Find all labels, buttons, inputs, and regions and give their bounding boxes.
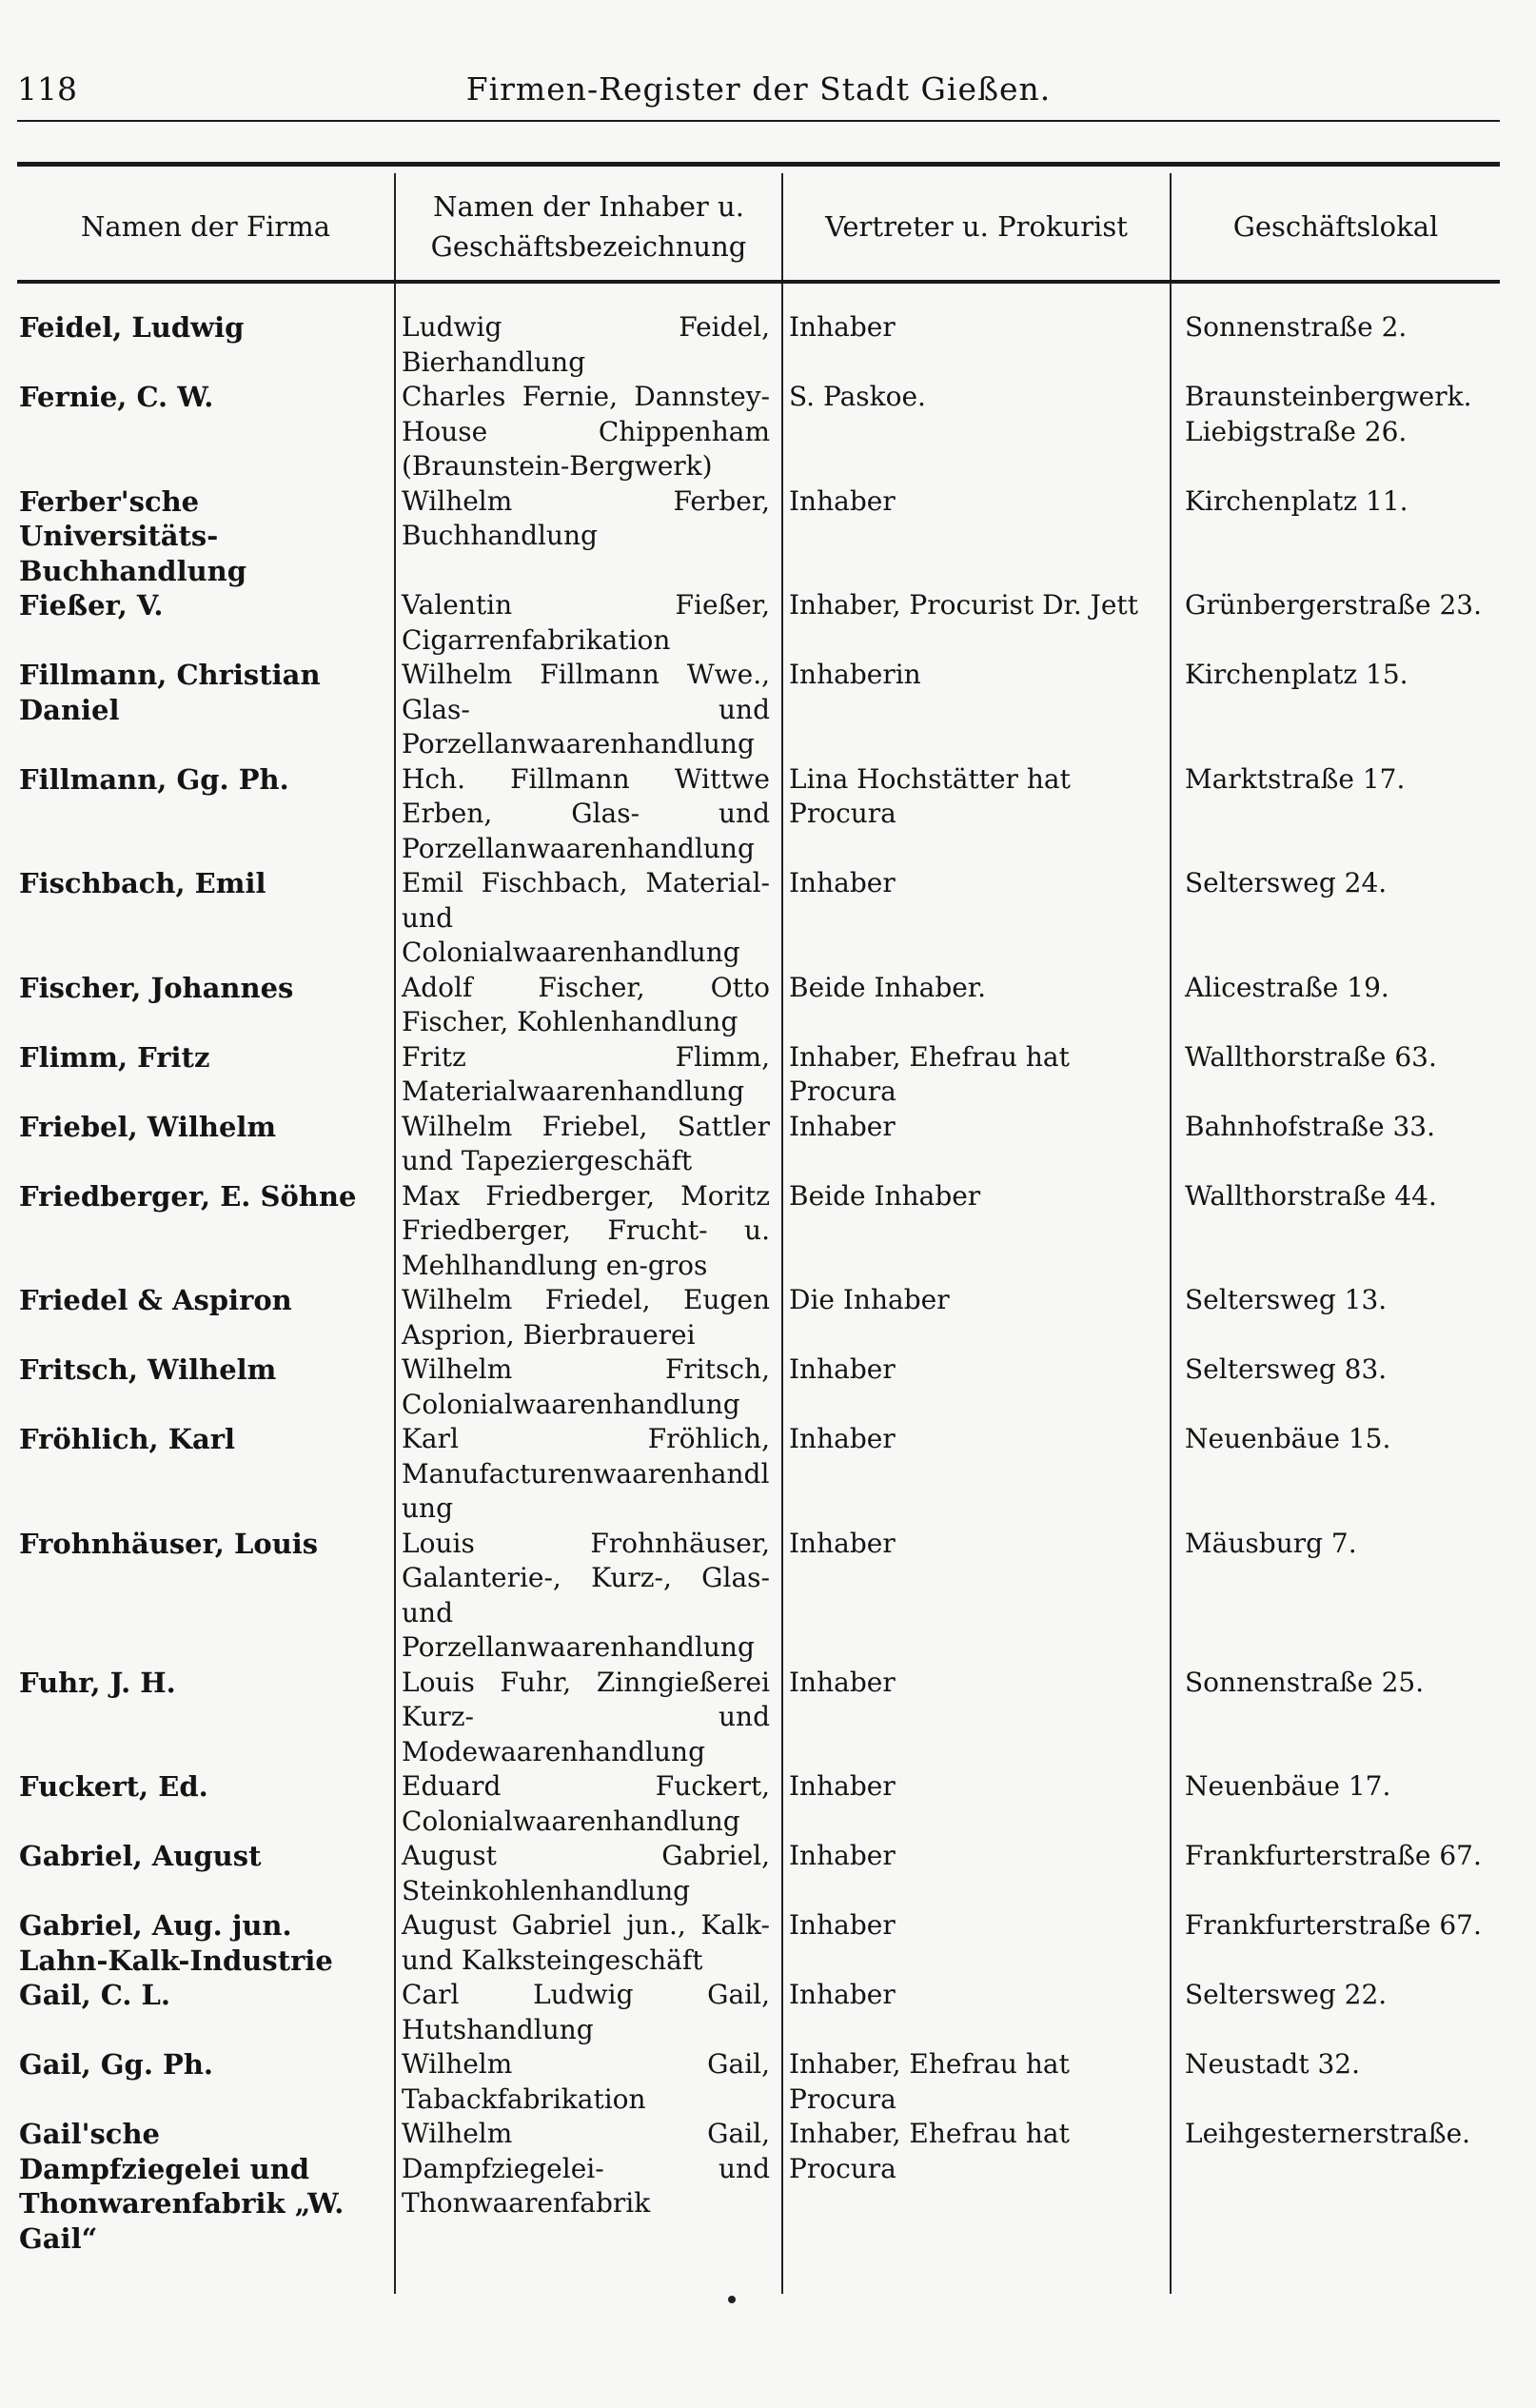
cell-owner: Charles Fernie, Dannstey-House Chippenham (Braunstein-Bergwerk) [395,380,782,484]
cell-firm-name: Fuhr, J. H. [19,1666,176,1699]
column-header-location: Geschäftslokal [1171,173,1500,282]
table-row [17,282,1500,380]
cell-firm-name: Fillmann, Christian Daniel [19,659,321,726]
cell-location: Grünbergerstraße 23. [1171,588,1500,658]
cell-owner: Wilhelm Fritsch, Colonialwaarenhandlung [395,1352,782,1422]
cell-owner: Wilhelm Fillmann Wwe., Glas- und Porzellanwaarenhandlung [395,658,782,762]
cell-owner: Fritz Flimm, Materialwaarenhandlung [395,1040,782,1110]
cell-representative: Inhaber [782,1110,1171,1179]
cell-firm-name: Fießer, V. [19,589,164,622]
cell-representative: Inhaber [782,866,1171,971]
cell-owner: Max Friedberger, Moritz Friedberger, Frucht- u. Mehlhandlung en-gros [395,1179,782,1284]
cell-location: Kirchenplatz 15. [1171,658,1500,762]
cell-location: Marktstraße 17. [1171,762,1500,867]
cell-location: Wallthorstraße 63. [1171,1040,1500,1110]
cell-firm-name: Fischer, Johannes [19,971,294,1004]
cell-owner: Louis Fuhr, Zinngießerei Kurz- und Modewaarenhandlung [395,1666,782,1770]
cell-owner: Hch. Fillmann Wittwe Erben, Glas- und Porzellanwaarenhandlung [395,762,782,867]
cell-representative: Inhaber [782,1839,1171,1908]
cell-owner: Karl Fröhlich, Manufacturenwaarenhandlung [395,1422,782,1527]
cell-location: Neuenbäue 15. [1171,1422,1500,1527]
cell-representative: Inhaber [782,1352,1171,1422]
table-top-rule [17,162,1500,167]
cell-firm-name: Friebel, Wilhelm [19,1110,277,1143]
table-row [17,484,1500,589]
cell-firm-name: Ferber'sche Universitäts-Buchhandlung [19,484,247,587]
cell-representative: Inhaber [782,1908,1171,1978]
cell-firm-name: Fritsch, Wilhelm [19,1353,277,1386]
cell-firm-name: Fuckert, Ed. [19,1770,208,1803]
cell-owner: Wilhelm Ferber, Buchhandlung [395,484,782,589]
table-row [17,1040,1500,1110]
cell-representative: Inhaber [782,1978,1171,2047]
cell-location: Frankfurterstraße 67. [1171,1908,1500,1978]
cell-owner: Adolf Fischer, Otto Fischer, Kohlenhandlung [395,971,782,1040]
table-row [17,1352,1500,1422]
cell-firm-name: Gabriel, Aug. jun. Lahn-Kalk-Industrie [19,1909,333,1977]
cell-owner: Ludwig Feidel, Bierhandlung [395,282,782,380]
cell-representative: Die Inhaber [782,1283,1171,1352]
cell-location: Kirchenplatz 11. [1171,484,1500,589]
cell-firm-name: Gail, Gg. Ph. [19,2048,214,2081]
table-row [17,1422,1500,1527]
cell-representative: S. Paskoe. [782,380,1171,484]
cell-firm-name: Feidel, Ludwig [19,311,245,344]
table-row [17,971,1500,1040]
footer-dot [728,2296,736,2303]
table-row [17,380,1500,484]
table-row [17,1179,1500,1284]
cell-owner: Louis Frohnhäuser, Galanterie-, Kurz-, Glas- und Porzellanwaarenhandlung [395,1527,782,1666]
cell-representative: Inhaber [782,282,1171,380]
column-header-firm: Namen der Firma [17,173,395,282]
cell-location: Seltersweg 13. [1171,1283,1500,1352]
cell-representative: Inhaber [782,484,1171,589]
cell-owner: Wilhelm Gail, Dampfziegelei- und Thonwaarenfabrik [395,2117,782,2294]
cell-representative: Inhaber, Ehefrau hat Procura [782,2117,1171,2294]
cell-representative: Inhaber, Ehefrau hat Procura [782,1040,1171,1110]
table-row [17,588,1500,658]
cell-location: Sonnenstraße 2. [1171,282,1500,380]
cell-owner: August Gabriel, Steinkohlenhandlung [395,1839,782,1908]
cell-firm-name: Gail, C. L. [19,1979,171,2011]
cell-owner: Eduard Fuckert, Colonialwaarenhandlung [395,1769,782,1839]
cell-firm-name: Friedberger, E. Söhne [19,1179,357,1213]
table-row [17,2117,1500,2294]
cell-representative: Inhaber [782,1666,1171,1770]
cell-location: Alicestraße 19. [1171,971,1500,1040]
table-row [17,866,1500,971]
cell-firm-name: Fernie, C. W. [19,381,214,413]
cell-representative: Beide Inhaber [782,1179,1171,1284]
cell-owner: Wilhelm Friedel, Eugen Asprion, Bierbrauerei [395,1283,782,1352]
page-number: 118 [17,70,77,108]
cell-owner: Emil Fischbach, Material- und Colonialwaarenhandlung [395,866,782,971]
cell-representative: Beide Inhaber. [782,971,1171,1040]
cell-location: Braunsteinbergwerk. Liebigstraße 26. [1171,380,1500,484]
cell-location: Mäusburg 7. [1171,1527,1500,1666]
cell-representative: Inhaber [782,1422,1171,1527]
table-row [17,1666,1500,1770]
cell-firm-name: Gail'sche Dampfziegelei und Thonwarenfabrik „W. Gail“ [19,2118,345,2255]
cell-owner: Carl Ludwig Gail, Hutshandlung [395,1978,782,2047]
table-row [17,1908,1500,1978]
cell-firm-name: Frohnhäuser, Louis [19,1527,319,1560]
cell-location: Frankfurterstraße 67. [1171,1839,1500,1908]
cell-owner: Valentin Fießer, Cigarrenfabrikation [395,588,782,658]
table-row [17,1839,1500,1908]
cell-location: Neustadt 32. [1171,2047,1500,2117]
cell-firm-name: Fillmann, Gg. Ph. [19,762,289,796]
column-header-representative: Vertreter u. Prokurist [782,173,1171,282]
cell-firm-name: Flimm, Fritz [19,1040,210,1074]
table-row [17,2047,1500,2117]
cell-representative: Lina Hochstätter hat Procura [782,762,1171,867]
cell-location: Seltersweg 22. [1171,1978,1500,2047]
cell-firm-name: Fischbach, Emil [19,867,266,899]
cell-owner: August Gabriel jun., Kalk- und Kalksteingeschäft [395,1908,782,1978]
column-header-owner: Namen der Inhaber u. Geschäftsbezeichnung [395,173,782,282]
table-body [17,282,1500,2294]
cell-owner: Wilhelm Gail, Tabackfabrikation [395,2047,782,2117]
cell-firm-name: Gabriel, August [19,1840,262,1872]
cell-location: Seltersweg 24. [1171,866,1500,971]
running-title: Firmen-Register der Stadt Gießen. [465,70,1052,108]
cell-location: Neuenbäue 17. [1171,1769,1500,1839]
table-row [17,1283,1500,1352]
cell-location: Sonnenstraße 25. [1171,1666,1500,1770]
cell-representative: Inhaber, Procurist Dr. Jett [782,588,1171,658]
table-row [17,1978,1500,2047]
cell-owner: Wilhelm Friebel, Sattler und Tapeziergeschäft [395,1110,782,1179]
page-header [17,67,1500,124]
cell-firm-name: Friedel & Aspiron [19,1284,292,1316]
cell-representative: Inhaber [782,1527,1171,1666]
cell-representative: Inhaber, Ehefrau hat Procura [782,2047,1171,2117]
cell-location: Wallthorstraße 44. [1171,1179,1500,1284]
header-rule [17,120,1500,122]
table-row [17,1110,1500,1179]
cell-location: Bahnhofstraße 33. [1171,1110,1500,1179]
cell-representative: Inhaberin [782,658,1171,762]
cell-location: Leihgesternerstraße. [1171,2117,1500,2294]
cell-firm-name: Fröhlich, Karl [19,1423,236,1455]
table-row [17,658,1500,762]
firm-register-table [17,173,1500,2294]
cell-representative: Inhaber [782,1769,1171,1839]
table-header-row [17,173,1500,282]
table-row [17,1527,1500,1666]
cell-location: Seltersweg 83. [1171,1352,1500,1422]
table-row [17,1769,1500,1839]
table-row [17,762,1500,867]
